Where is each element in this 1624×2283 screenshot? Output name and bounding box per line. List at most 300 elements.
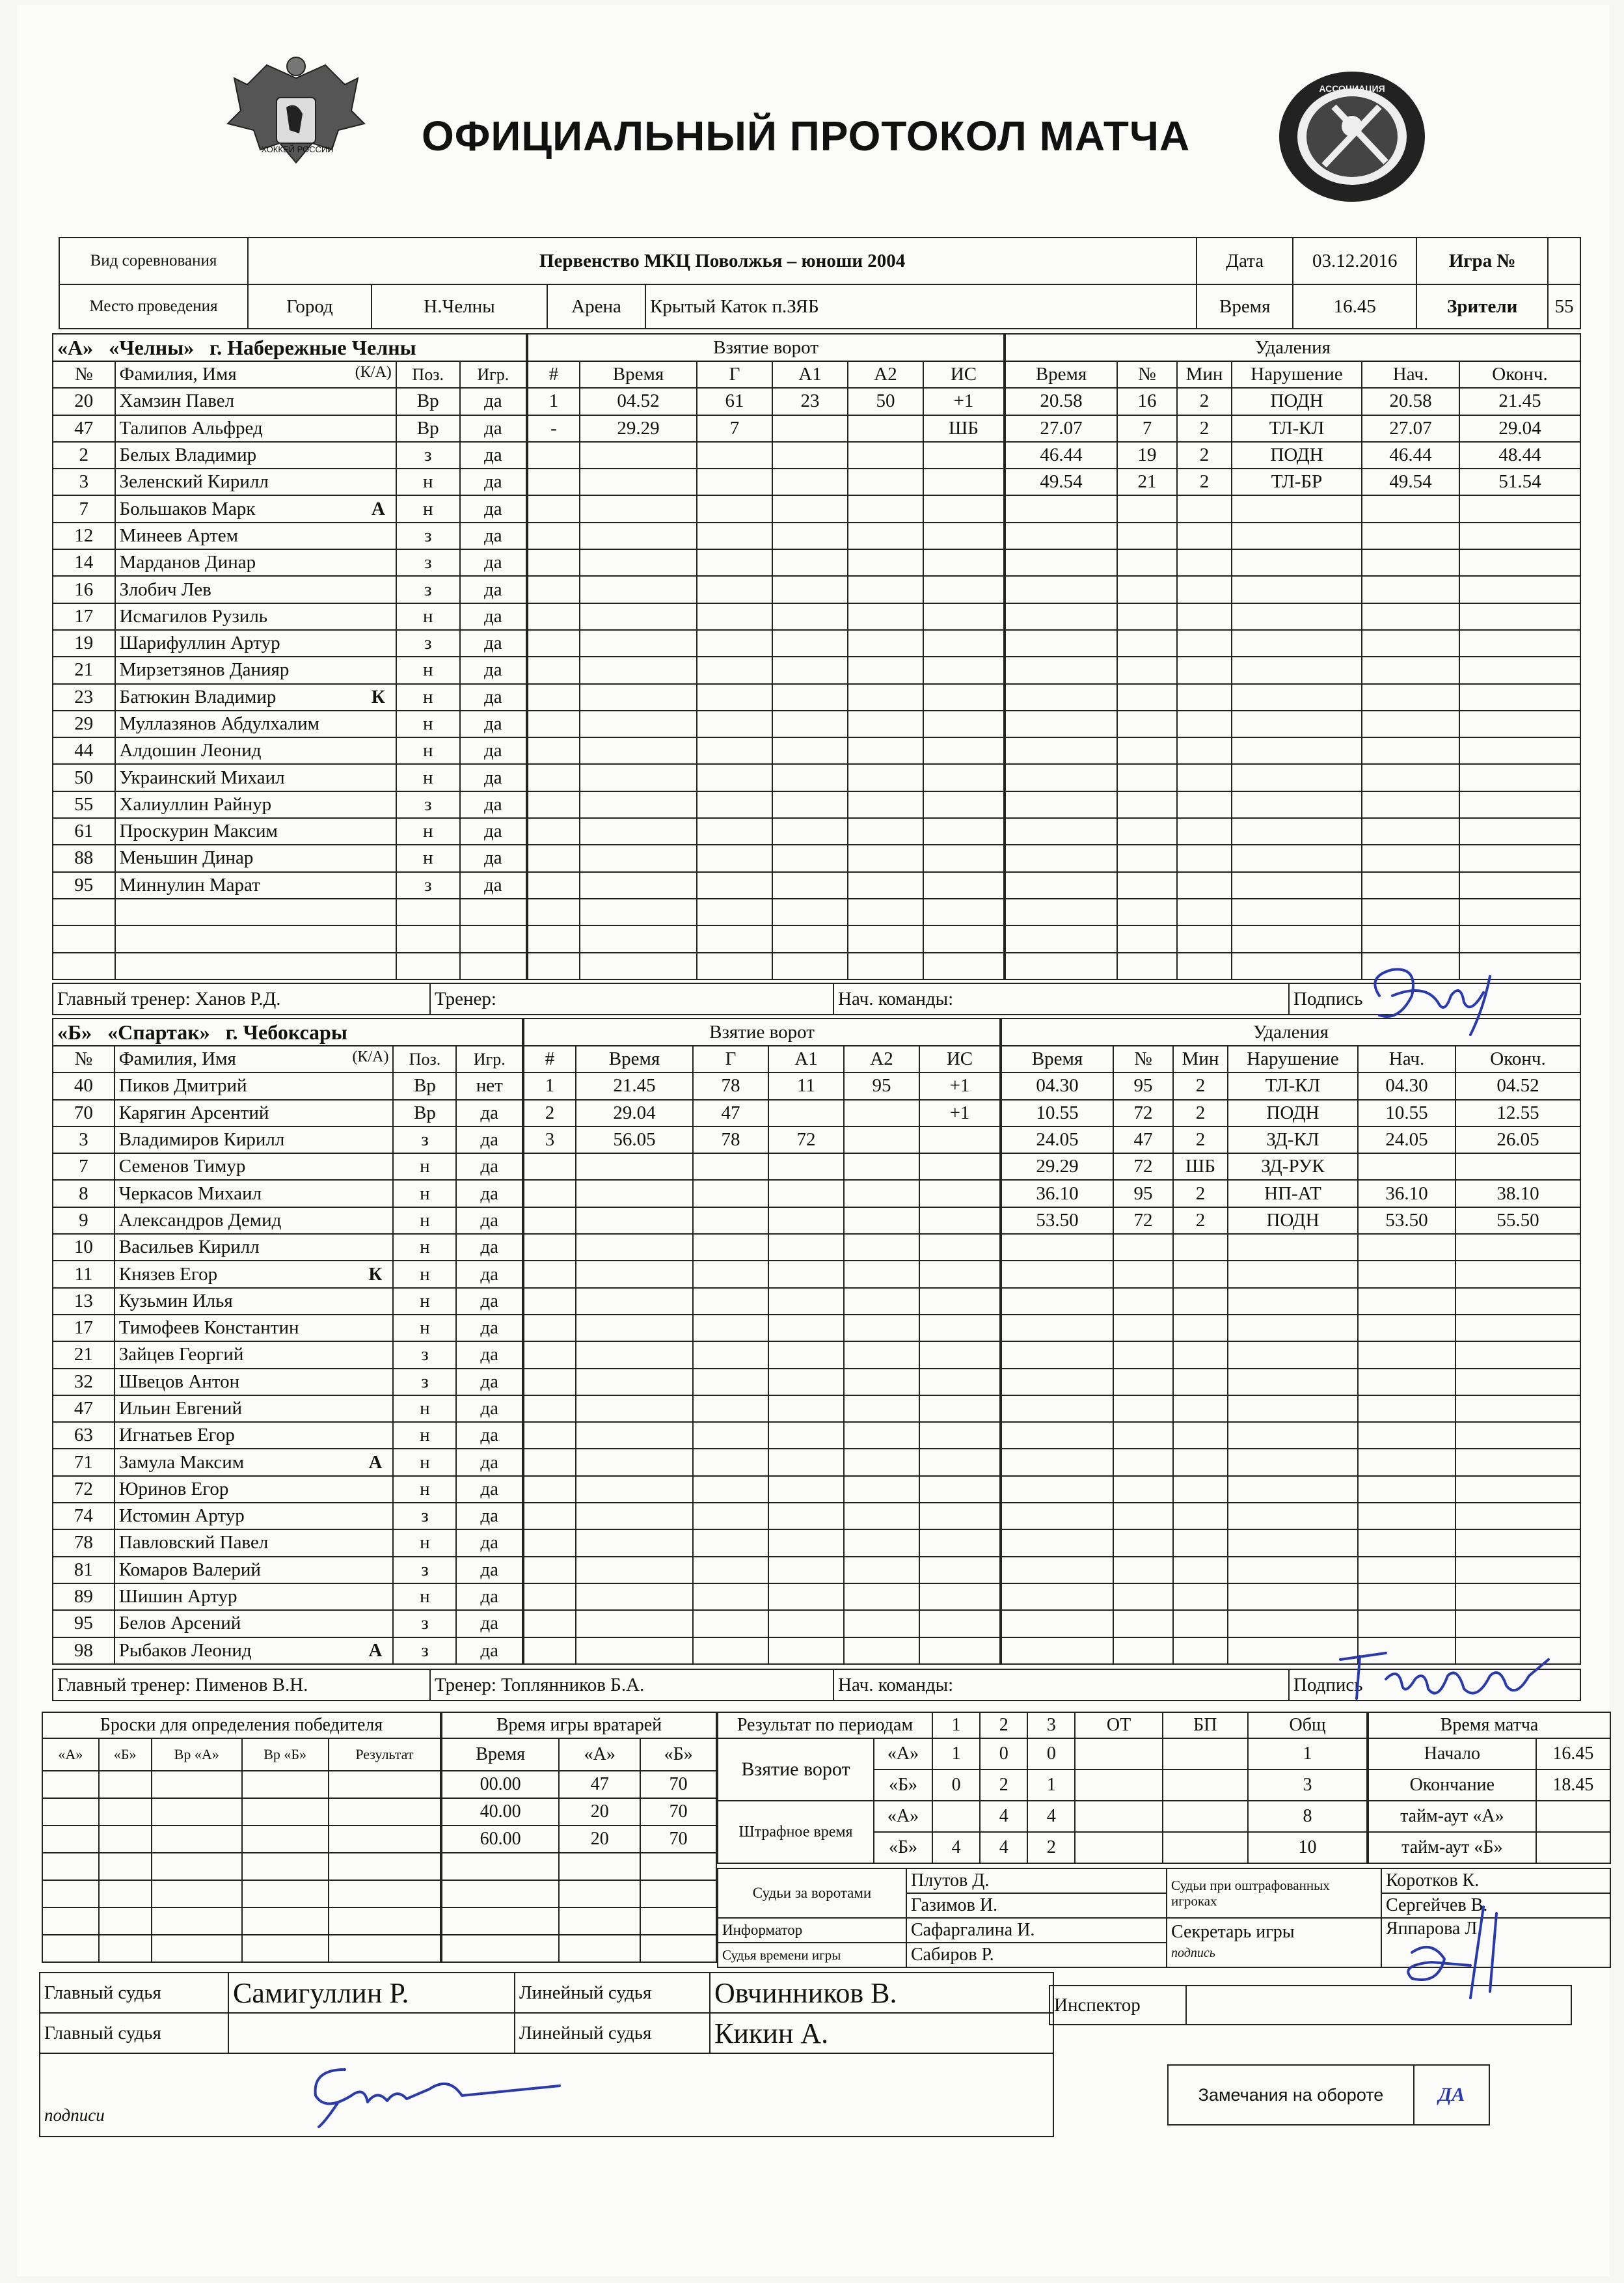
penalty-infr: [1228, 1583, 1358, 1610]
penalty-end: 48.44: [1459, 442, 1580, 469]
goal-n: [528, 925, 580, 952]
penalty-row: [1005, 603, 1580, 630]
goal-n: [524, 1207, 576, 1234]
goal-a1: [772, 657, 848, 683]
team-b-sign-label: Подпись: [1289, 1669, 1580, 1701]
goal-is: [923, 845, 1004, 871]
player-played: да: [456, 1261, 522, 1287]
period-value: [1075, 1832, 1162, 1863]
penalty-judge-2: Сергейчев В.: [1381, 1893, 1610, 1918]
shootout-cell: [152, 1880, 242, 1907]
player-played: да: [460, 495, 526, 522]
shootout-cell: [329, 1935, 440, 1962]
goal-row: [524, 1476, 1000, 1503]
shootout-cell: [42, 1880, 99, 1907]
penalty-end: 55.50: [1455, 1207, 1580, 1234]
penalty-end: 38.10: [1455, 1180, 1580, 1207]
goal-row: [524, 1100, 1000, 1127]
player-name-cell: [115, 523, 396, 549]
penalty-infr: [1228, 1449, 1358, 1475]
player-number: 63: [53, 1422, 115, 1449]
goal-g: 78: [693, 1073, 768, 1099]
player-position: н: [396, 845, 460, 871]
goal-is: ШБ: [923, 415, 1004, 442]
penalty-min: [1173, 1503, 1228, 1529]
goal-g: [693, 1610, 768, 1637]
penalty-end: [1459, 657, 1580, 683]
player-number: 12: [53, 523, 115, 549]
goal-a1: [768, 1261, 844, 1287]
player-number: 98: [53, 1637, 115, 1664]
goal-n: [528, 791, 580, 818]
team-b-name: «Спартак»: [107, 1020, 210, 1044]
match-time-table: [1368, 1712, 1611, 1864]
penalty-start: [1358, 1583, 1455, 1610]
col-goal-time: Время: [576, 1046, 693, 1073]
penalty-row: [1005, 791, 1580, 818]
player-name-cell: [115, 415, 396, 442]
goal-is: [923, 791, 1004, 818]
goal-a2: [848, 791, 923, 818]
player-played: да: [456, 1422, 522, 1449]
penalty-end: [1455, 1288, 1580, 1315]
penalty-infr: [1232, 818, 1362, 845]
penalty-no: [1117, 657, 1177, 683]
goal-a2: [844, 1557, 919, 1583]
period-col: БП: [1163, 1712, 1248, 1738]
goal-time: [580, 630, 697, 657]
team-b-roster: [52, 1018, 523, 1665]
penalty-end: [1459, 576, 1580, 603]
player-position: н: [393, 1395, 456, 1422]
player-name: Миннулин Марат: [119, 874, 260, 895]
goal-is: [923, 711, 1004, 737]
player-name-cell: [115, 1315, 394, 1341]
penalty-end: [1459, 737, 1580, 764]
goal-n: [528, 657, 580, 683]
player-number: 88: [53, 845, 115, 871]
team-a-signature: [1353, 957, 1516, 1041]
goal-row: [528, 603, 1004, 630]
col-goal-num: #: [524, 1046, 576, 1073]
player-name-cell: [115, 845, 396, 871]
periods-table: [717, 1712, 1368, 1864]
player-number: 7: [53, 1153, 115, 1180]
goal-a1: [772, 684, 848, 711]
goal-time: [576, 1234, 693, 1261]
penalty-end: [1455, 1395, 1580, 1422]
player-position: з: [396, 576, 460, 603]
player-name: Карягин Арсентий: [118, 1102, 269, 1123]
penalty-end: [1459, 495, 1580, 522]
goal-a1: [768, 1395, 844, 1422]
team-b-chief: Нач. команды:: [833, 1669, 1289, 1701]
penalty-start: 49.54: [1362, 469, 1459, 495]
player-played: да: [460, 603, 526, 630]
goal-a2: [848, 764, 923, 791]
penalty-end: [1459, 791, 1580, 818]
player-played: [460, 899, 526, 925]
player-position: з: [393, 1341, 456, 1368]
player-row: [53, 1234, 522, 1261]
player-position: з: [396, 442, 460, 469]
player-row: [53, 1610, 522, 1637]
col-pen-time: Время: [1005, 361, 1117, 388]
penalty-time: [1001, 1288, 1113, 1315]
goal-a2: [848, 818, 923, 845]
penalty-min: [1173, 1529, 1228, 1556]
penalty-row: [1005, 442, 1580, 469]
goal-g: [697, 953, 772, 979]
goal-row: [528, 630, 1004, 657]
penalty-no: [1117, 899, 1177, 925]
signatures-label: подписи: [40, 2053, 1053, 2137]
player-position: н: [393, 1153, 456, 1180]
penalty-min: [1173, 1234, 1228, 1261]
goal-time: [580, 764, 697, 791]
penalty-end: [1455, 1153, 1580, 1180]
penalty-end: [1455, 1234, 1580, 1261]
shootout-cell: [42, 1771, 99, 1798]
player-number: 50: [53, 764, 115, 791]
penalty-min: 2: [1173, 1207, 1228, 1234]
goal-a2: [844, 1422, 919, 1449]
goalie-time-cell: 47: [559, 1771, 640, 1798]
goal-time: [576, 1637, 693, 1664]
penalty-no: 16: [1117, 388, 1177, 415]
goal-a2: [848, 469, 923, 495]
penalty-no: 72: [1113, 1100, 1173, 1127]
player-name: Талипов Альфред: [119, 417, 263, 439]
penalty-end: [1459, 899, 1580, 925]
player-row: [53, 1180, 522, 1207]
city-value: Н.Челны: [372, 284, 547, 329]
penalty-judge-1: Коротков К.: [1381, 1868, 1610, 1893]
team-b-coach: Тренер: Топлянников Б.А.: [430, 1669, 833, 1701]
team-a-roster: [52, 333, 527, 980]
penalty-end: [1459, 684, 1580, 711]
remarks-value: ДА: [1414, 2065, 1489, 2125]
page-title: ОФИЦИАЛЬНЫЙ ПРОТОКОЛ МАТЧА: [422, 113, 1191, 159]
player-name: Васильев Кирилл: [118, 1237, 260, 1258]
player-played: да: [460, 711, 526, 737]
player-position: н: [393, 1422, 456, 1449]
penalty-infr: [1228, 1261, 1358, 1287]
player-name-cell: [115, 1476, 394, 1503]
player-row: [53, 1153, 522, 1180]
col-assist2: А2: [848, 361, 923, 388]
player-position: н: [393, 1288, 456, 1315]
penalty-min: 2: [1177, 469, 1232, 495]
penalty-end: [1455, 1557, 1580, 1583]
goal-g: 7: [697, 415, 772, 442]
penalty-start: [1362, 737, 1459, 764]
goal-a1: [772, 576, 848, 603]
goal-g: [693, 1341, 768, 1368]
penalty-end: [1459, 818, 1580, 845]
goal-time: [580, 711, 697, 737]
penalty-start: [1358, 1503, 1455, 1529]
penalty-start: [1362, 495, 1459, 522]
col-assist2: А2: [844, 1046, 919, 1073]
goalie-time-cell: [559, 1935, 640, 1962]
goal-a1: [768, 1341, 844, 1368]
col-pen-time: Время: [1001, 1046, 1113, 1073]
penalty-row: [1001, 1127, 1580, 1153]
period-value: 4: [980, 1832, 1027, 1863]
team-b-goals: [523, 1018, 1001, 1665]
player-position: Вр: [393, 1073, 456, 1099]
player-played: да: [460, 523, 526, 549]
player-number: 47: [53, 1395, 115, 1422]
player-played: да: [460, 415, 526, 442]
penalty-time: [1005, 684, 1117, 711]
penalty-min: 2: [1177, 388, 1232, 415]
goal-g: [697, 576, 772, 603]
penalty-row: [1005, 711, 1580, 737]
goal-g: [697, 469, 772, 495]
player-row: [53, 523, 526, 549]
goal-is: [919, 1449, 1000, 1475]
goal-a1: [768, 1422, 844, 1449]
penalty-judges-label: Судьи при оштрафованных игроках: [1167, 1868, 1381, 1918]
goal-row: [528, 791, 1004, 818]
penalty-row: [1005, 872, 1580, 899]
goal-time: 04.52: [580, 388, 697, 415]
goal-g: [697, 684, 772, 711]
shootout-col: «А»: [42, 1738, 99, 1771]
player-number: 72: [53, 1476, 115, 1503]
goal-judge-1: Плутов Д.: [906, 1868, 1167, 1893]
player-name-cell: [115, 1583, 394, 1610]
penalty-start: [1362, 818, 1459, 845]
goal-is: [919, 1503, 1000, 1529]
player-number: 89: [53, 1583, 115, 1610]
penalty-start: [1362, 925, 1459, 952]
period-col: 2: [980, 1712, 1027, 1738]
shootout-cell: [42, 1907, 99, 1935]
penalty-time: [1001, 1341, 1113, 1368]
player-row: [53, 684, 526, 711]
player-name: Мирзетзянов Данияр: [119, 659, 290, 681]
penalty-min: [1177, 603, 1232, 630]
goal-a2: [844, 1449, 919, 1475]
goal-row: [524, 1261, 1000, 1287]
goal-n: [524, 1153, 576, 1180]
col-ka: (К/А): [352, 1048, 389, 1066]
player-position: н: [396, 495, 460, 522]
goal-time: [580, 495, 697, 522]
player-row: [53, 1207, 522, 1234]
penalty-start: [1358, 1529, 1455, 1556]
player-name: Тимофеев Константин: [118, 1317, 299, 1339]
penalty-start: [1362, 711, 1459, 737]
penalty-end: [1455, 1503, 1580, 1529]
goal-a2: [844, 1261, 919, 1287]
penalty-time: [1005, 576, 1117, 603]
player-number: 40: [53, 1073, 115, 1099]
player-name-cell: [115, 1395, 394, 1422]
goal-n: [528, 872, 580, 899]
player-number: 19: [53, 630, 115, 657]
player-played: нет: [456, 1073, 522, 1099]
goalie-time-cell: [640, 1853, 716, 1880]
main-ref-1: Самигуллин Р.: [228, 1973, 515, 2013]
goal-n: [524, 1369, 576, 1395]
goal-n: [524, 1315, 576, 1341]
player-played: да: [456, 1610, 522, 1637]
penalty-end: [1459, 630, 1580, 657]
shootout-cell: [242, 1935, 329, 1962]
penalty-time: 46.44: [1005, 442, 1117, 469]
penalty-start: [1358, 1610, 1455, 1637]
player-position: з: [396, 872, 460, 899]
penalty-min: [1177, 818, 1232, 845]
goal-n: [524, 1476, 576, 1503]
goal-g: [697, 737, 772, 764]
team-b-city: г. Чебоксары: [225, 1020, 347, 1044]
goalie-time-cell: [640, 1907, 716, 1935]
player-number: 9: [53, 1207, 115, 1234]
goal-time: [576, 1395, 693, 1422]
player-name-cell: [115, 1422, 394, 1449]
player-number: 23: [53, 684, 115, 711]
goal-a2: [844, 1637, 919, 1664]
goal-n: [524, 1610, 576, 1637]
goal-g: [697, 523, 772, 549]
penalty-row: [1001, 1100, 1580, 1127]
player-name: Черкасов Михаил: [118, 1183, 262, 1204]
goal-a1: [772, 791, 848, 818]
penalty-infr: НП-АТ: [1228, 1180, 1358, 1207]
goal-g: [693, 1476, 768, 1503]
goal-row: [528, 388, 1004, 415]
goal-a2: [844, 1315, 919, 1341]
player-number: 20: [53, 388, 115, 415]
player-played: да: [460, 576, 526, 603]
player-number: 17: [53, 1315, 115, 1341]
shootout-cell: [99, 1935, 152, 1962]
goal-time: [580, 442, 697, 469]
shootout-col: Вр «А»: [152, 1738, 242, 1771]
penalty-start: [1358, 1449, 1455, 1475]
penalty-row: [1001, 1476, 1580, 1503]
goal-a2: [844, 1207, 919, 1234]
penalty-no: [1113, 1422, 1173, 1449]
penalty-end: [1455, 1261, 1580, 1287]
player-name: Большаков Марк: [119, 498, 256, 519]
secretary-signature: [1392, 1894, 1522, 2011]
goal-a1: 72: [768, 1127, 844, 1153]
goal-is: [923, 549, 1004, 576]
goal-a2: [848, 495, 923, 522]
player-name-cell: [115, 388, 396, 415]
col-pen-min: Мин: [1173, 1046, 1228, 1073]
goal-n: [524, 1422, 576, 1449]
goal-is: [923, 603, 1004, 630]
goal-row: [528, 442, 1004, 469]
penalty-time: [1001, 1422, 1113, 1449]
player-name: Семенов Тимур: [118, 1156, 246, 1177]
player-position: н: [393, 1583, 456, 1610]
player-row: [53, 657, 526, 683]
goal-is: [919, 1610, 1000, 1637]
player-played: [460, 953, 526, 979]
goal-time: 21.45: [576, 1073, 693, 1099]
penalty-row: [1001, 1395, 1580, 1422]
shootout-row: [42, 1880, 440, 1907]
penalty-row: [1005, 523, 1580, 549]
match-start-value: 16.45: [1536, 1738, 1610, 1770]
penalty-no: [1113, 1315, 1173, 1341]
penalty-min: [1173, 1315, 1228, 1341]
goal-is: [923, 630, 1004, 657]
player-number: 14: [53, 549, 115, 576]
penalty-row: [1005, 737, 1580, 764]
penalty-min: 2: [1177, 415, 1232, 442]
goal-row: [528, 764, 1004, 791]
team-b-header: [53, 1018, 522, 1046]
goal-a1: [768, 1207, 844, 1234]
penalty-no: 72: [1113, 1153, 1173, 1180]
player-number: 32: [53, 1369, 115, 1395]
penalty-start: [1358, 1288, 1455, 1315]
col-pen-infraction: Нарушение: [1232, 361, 1362, 388]
period-col: 3: [1027, 1712, 1075, 1738]
goal-row: [524, 1395, 1000, 1422]
shootout-cell: [42, 1853, 99, 1880]
player-position: н: [396, 657, 460, 683]
eagle-emblem-text: ХОККЕЙ РОССИИ: [261, 144, 334, 154]
player-role: А: [368, 1639, 383, 1661]
penalty-end: [1455, 1369, 1580, 1395]
goal-time: [576, 1288, 693, 1315]
goal-time: [580, 576, 697, 603]
goal-a2: [848, 657, 923, 683]
penalty-start: [1358, 1422, 1455, 1449]
penalty-min: [1177, 711, 1232, 737]
period-value: 10: [1248, 1832, 1367, 1863]
goal-time: [580, 925, 697, 952]
penalty-time: [1005, 495, 1117, 522]
team-b-letter: «Б»: [57, 1020, 92, 1044]
goal-row: [524, 1288, 1000, 1315]
penalty-infr: ТЛ-БР: [1232, 469, 1362, 495]
goal-a2: [844, 1180, 919, 1207]
player-name-cell: [115, 549, 396, 576]
player-row: [53, 711, 526, 737]
player-played: да: [456, 1557, 522, 1583]
goal-a2: [848, 737, 923, 764]
shootout-cell: [152, 1798, 242, 1825]
goal-row: [524, 1449, 1000, 1475]
game-number-value: [1548, 238, 1580, 284]
goalie-time-row: [442, 1798, 716, 1825]
player-played: да: [460, 630, 526, 657]
spectators-value: 55: [1548, 284, 1580, 329]
goal-g: [693, 1180, 768, 1207]
goal-a2: [844, 1100, 919, 1127]
penalty-start: [1362, 764, 1459, 791]
player-name: Исмагилов Рузиль: [119, 605, 268, 627]
goal-g: [697, 899, 772, 925]
penalty-time: [1001, 1557, 1113, 1583]
arena-label: Арена: [548, 285, 645, 328]
player-position: з: [393, 1610, 456, 1637]
line-ref-label-1: Линейный судья: [515, 1973, 710, 2013]
shootout-cell: [42, 1798, 99, 1825]
penalty-row: [1001, 1529, 1580, 1556]
